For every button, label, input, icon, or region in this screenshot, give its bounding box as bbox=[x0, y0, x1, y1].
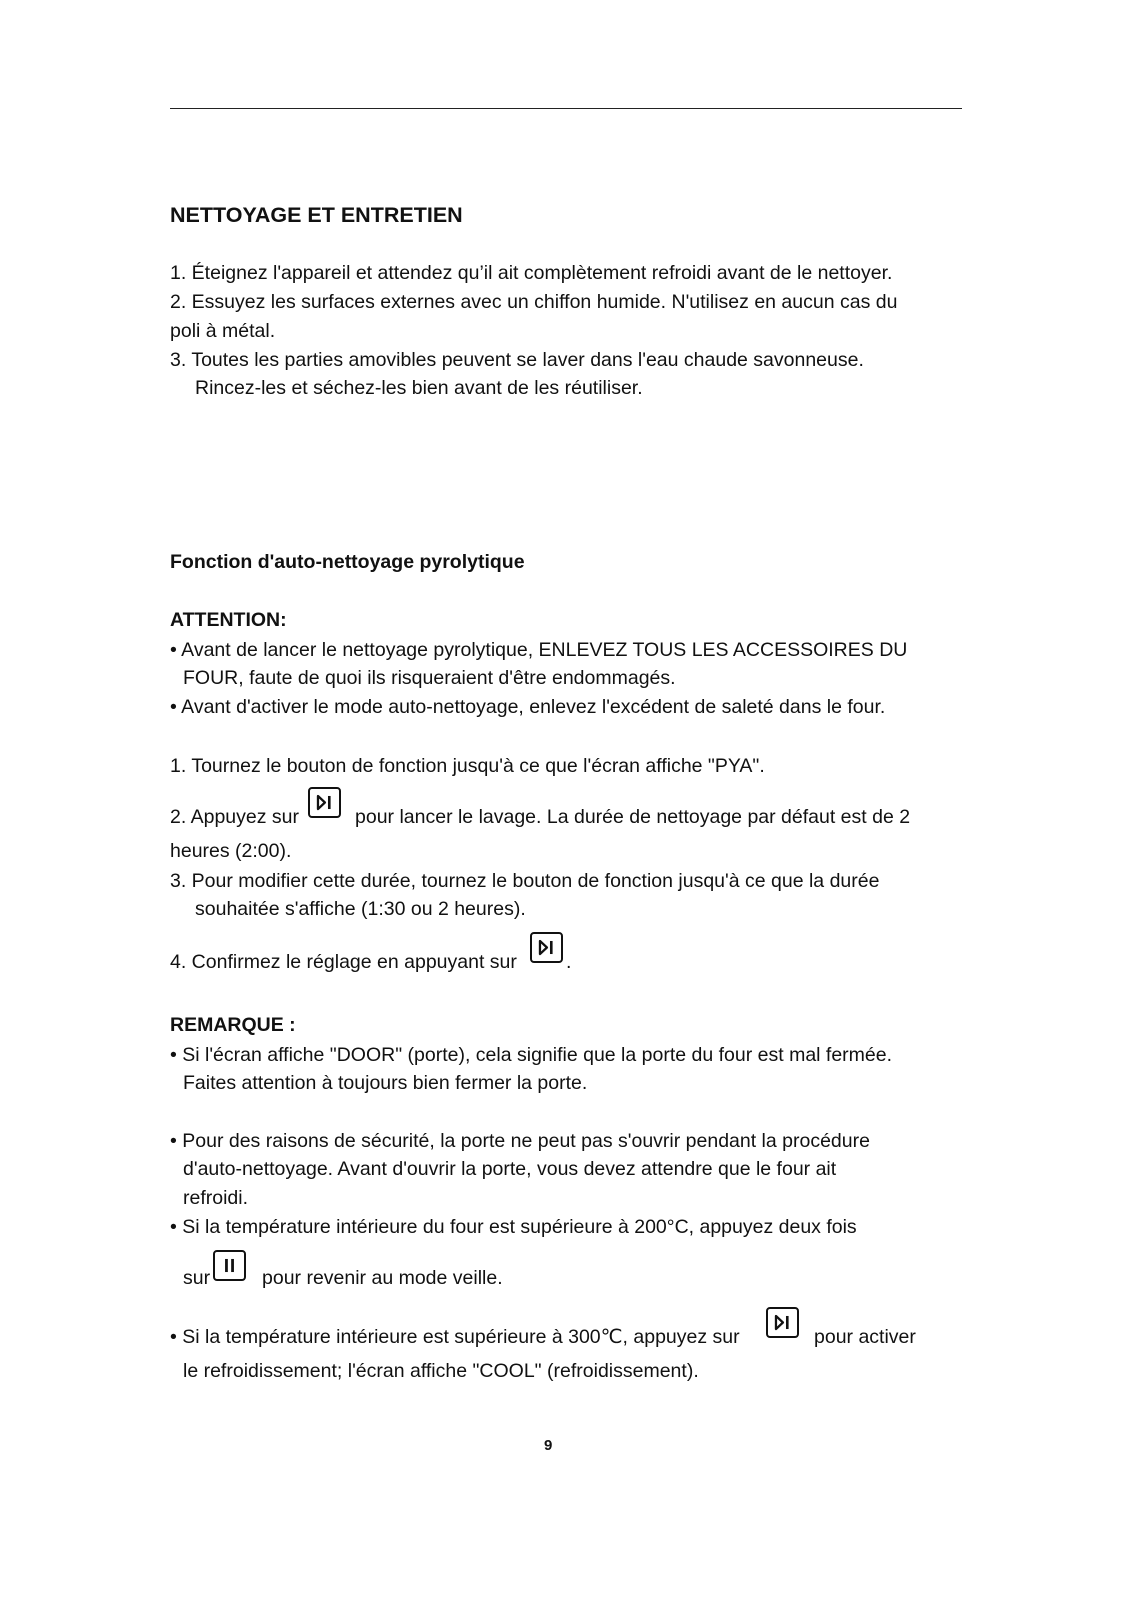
header-rule bbox=[170, 108, 962, 109]
page-number: 9 bbox=[544, 1437, 553, 1454]
pyro-step-2-cont: heures (2:00). bbox=[170, 840, 292, 862]
section-title: NETTOYAGE ET ENTRETIEN bbox=[170, 203, 463, 227]
cleaning-step-1: 1. Éteignez l'appareil et attendez qu’il ait complètement refroidi avant de le nettoyer. bbox=[170, 262, 893, 284]
pyro-step-3-cont: souhaitée s'affiche (1:30 ou 2 heures). bbox=[195, 898, 526, 920]
cleaning-step-3-cont: Rincez-les et séchez-les bien avant de les réutiliser. bbox=[195, 377, 643, 399]
remark-bullet-2-cont2: refroidi. bbox=[183, 1187, 249, 1209]
pyro-step-4-end: . bbox=[566, 951, 572, 973]
remark-bullet-4-rest: pour activer bbox=[814, 1326, 916, 1348]
cleaning-step-3: 3. Toutes les parties amovibles peuvent se laver dans l'eau chaude savonneuse. bbox=[170, 349, 864, 371]
remark-bullet-1: • Si l'écran affiche "DOOR" (porte), cela signifie que la porte du four est mal fermée. bbox=[170, 1044, 893, 1066]
pyro-step-2: 2. Appuyez sur bbox=[170, 806, 299, 828]
pyro-step-3: 3. Pour modifier cette durée, tournez le bouton de fonction jusqu'à ce que la durée bbox=[170, 870, 880, 892]
pyro-step-1: 1. Tournez le bouton de fonction jusqu'à ce que l'écran affiche "PYA". bbox=[170, 755, 765, 777]
remark-bullet-4-cont: le refroidissement; l'écran affiche "COOL" (refroidissement). bbox=[183, 1360, 699, 1382]
remark-bullet-4: • Si la température intérieure est supérieure à 300℃, appuyez sur bbox=[170, 1326, 740, 1348]
pyro-step-4: 4. Confirmez le réglage en appuyant sur bbox=[170, 951, 517, 973]
attention-bullet-1-cont: FOUR, faute de quoi ils risqueraient d'être endommagés. bbox=[183, 667, 676, 689]
remark-bullet-3: • Si la température intérieure du four est supérieure à 200°C, appuyez deux fois bbox=[170, 1216, 857, 1238]
remark-bullet-2: • Pour des raisons de sécurité, la porte ne peut pas s'ouvrir pendant la procédure bbox=[170, 1130, 870, 1152]
attention-label: ATTENTION: bbox=[170, 609, 287, 631]
attention-bullet-2: • Avant d'activer le mode auto-nettoyage, enlevez l'excédent de saleté dans le four. bbox=[170, 696, 886, 718]
play-pause-icon bbox=[766, 1307, 799, 1338]
pause-icon bbox=[213, 1250, 246, 1281]
play-pause-icon bbox=[530, 932, 563, 963]
remark-bullet-3-rest: pour revenir au mode veille. bbox=[262, 1267, 503, 1289]
remark-bullet-1-cont: Faites attention à toujours bien fermer la porte. bbox=[183, 1072, 588, 1094]
pyro-title: Fonction d'auto-nettoyage pyrolytique bbox=[170, 551, 525, 573]
remark-bullet-2-cont: d'auto-nettoyage. Avant d'ouvrir la porte, vous devez attendre que le four ait bbox=[183, 1158, 837, 1180]
remark-label: REMARQUE : bbox=[170, 1014, 296, 1036]
cleaning-step-2: 2. Essuyez les surfaces externes avec un chiffon humide. N'utilisez en aucun cas du bbox=[170, 291, 898, 313]
pyro-step-2-rest: pour lancer le lavage. La durée de nettoyage par défaut est de 2 bbox=[355, 806, 911, 828]
remark-bullet-3-cont: sur bbox=[183, 1267, 211, 1289]
play-pause-icon bbox=[308, 787, 341, 818]
attention-bullet-1: • Avant de lancer le nettoyage pyrolytique, ENLEVEZ TOUS LES ACCESSOIRES DU bbox=[170, 639, 908, 661]
cleaning-step-2-cont: poli à métal. bbox=[170, 320, 276, 342]
